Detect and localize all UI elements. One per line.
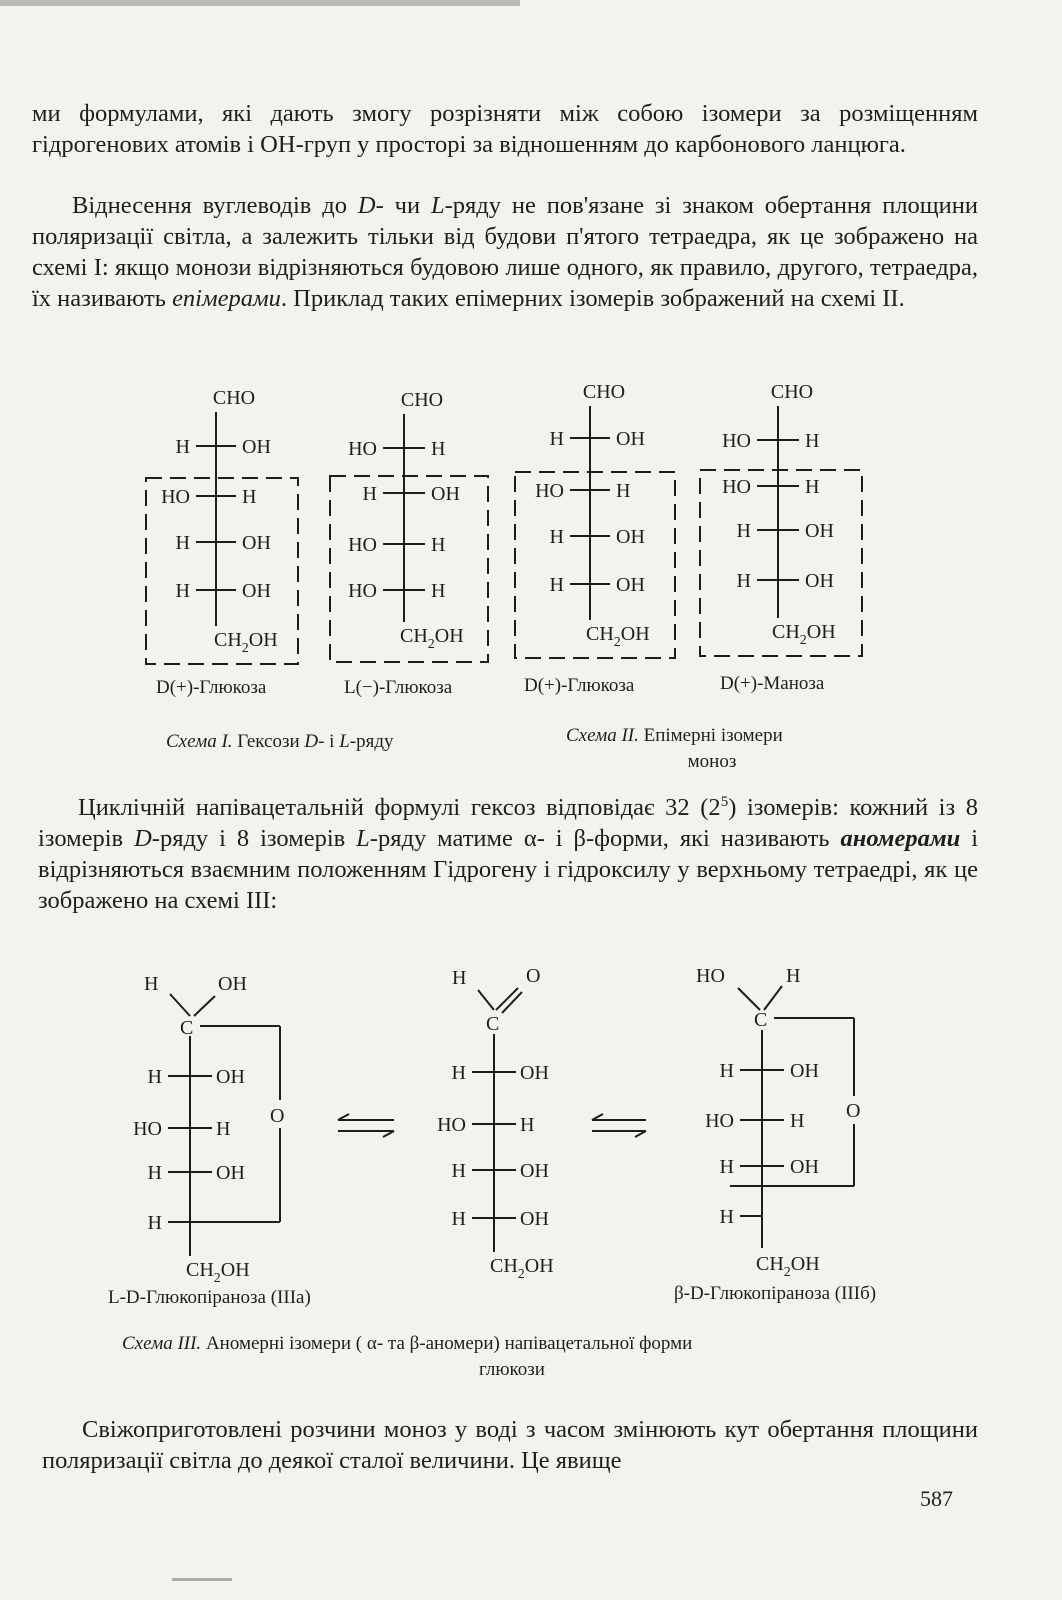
bottom-scan-mark — [172, 1578, 232, 1581]
s4-r3-right: OH — [805, 520, 834, 542]
s3m-r4-right: OH — [520, 1208, 549, 1230]
s3a-r1-left: H — [147, 1066, 162, 1088]
scheme3-caption-line2: глюкози — [479, 1359, 545, 1380]
s3b-ch2oh: $CH_2OH$ — [756, 1253, 820, 1280]
s1-r3-left: H — [175, 532, 190, 554]
paragraph-2: Віднесення вуглеводів до D- чи L-ряду не пов'язане зі знаком обертання площини поляризації світла, а залежить тільки від будови п'ятого тетраедра, як це зображено на схемі І: якщо монози відрізняються будовою лише одного, як правило, другого, тетраедра, їх називають епімерами. Приклад таких епімерних ізомерів зображений на схемі ІІ. — [32, 192, 979, 312]
s2-r2-left: H — [362, 483, 377, 505]
s3-r3-right: OH — [616, 526, 645, 548]
s4-r4-right: OH — [805, 570, 834, 592]
s3b-c: C — [754, 1009, 768, 1031]
page-number: 587 — [920, 1486, 953, 1511]
s3m-r3-right: OH — [520, 1160, 549, 1182]
paragraph-1: ми формулами, які дають змогу розрізняти між собою ізомери за розміщенням гідрогенових атомів і ОН-груп у просторі за відношенням до карбонового ланцюга. — [32, 100, 978, 158]
s3a-r2-left: HO — [133, 1118, 162, 1140]
s3m-top-h: H — [452, 967, 467, 989]
s2-r1-left: HO — [348, 438, 377, 460]
s4-r3-left: H — [736, 520, 751, 542]
s3m-r2-right: H — [520, 1114, 535, 1136]
paragraph-3: Циклічній напівацетальній формулі гексоз відповідає 32 $(2^5)$ ізомерів: кожний із 8 ізомерів D-ряду і 8 ізомерів L-ряду матиме α- і β-форми, які називають аномерами і відрізняються взаємним положенням Гідрогену і гідроксилу у верхньому тетраедрі, як це зображено на схемі III: — [38, 794, 979, 915]
s3a-r1-right: OH — [216, 1066, 245, 1088]
s3-r2-left: HO — [535, 480, 564, 502]
s1-r1-right: OH — [242, 436, 271, 458]
s3m-top-o: O — [526, 965, 541, 987]
s1-r2-left: HO — [161, 486, 190, 508]
s3b-r2-right: H — [790, 1110, 805, 1132]
s3m-r2-left: HO — [437, 1114, 466, 1136]
s3b-r4-left: H — [719, 1206, 734, 1228]
s3m-r3-left: H — [451, 1160, 466, 1182]
s2-r4-left: HO — [348, 580, 377, 602]
s4-r1-right: H — [805, 430, 820, 452]
s4-r2-left: HO — [722, 476, 751, 498]
s3a-r3-right: OH — [216, 1162, 245, 1184]
s4-r4-left: H — [736, 570, 751, 592]
s3m-r4-left: H — [451, 1208, 466, 1230]
s3-r2-right: H — [616, 480, 631, 502]
s3-r4-right: OH — [616, 574, 645, 596]
s3-r3-left: H — [549, 526, 564, 548]
s1-r4-left: H — [175, 580, 190, 602]
s2-r3-left: HO — [348, 534, 377, 556]
s3b-top-h: H — [786, 965, 801, 987]
s2-r4-right: H — [431, 580, 446, 602]
s3b-r1-right: OH — [790, 1060, 819, 1082]
s3b-r1-left: H — [719, 1060, 734, 1082]
s3a-r2-right: H — [216, 1118, 231, 1140]
s3a-r3-left: H — [147, 1162, 162, 1184]
s1-r2-right: H — [242, 486, 257, 508]
s2-r2-right: OH — [431, 483, 460, 505]
s3-r1-left: H — [549, 428, 564, 450]
s3m-c: C — [486, 1013, 500, 1035]
s3-ch2oh: $CH_2OH$ — [586, 623, 650, 650]
s3a-top-oh: OH — [218, 973, 247, 995]
s3m-r1-left: H — [451, 1062, 466, 1084]
s3a-top-h: H — [144, 973, 159, 995]
s3-name: D(+)-Глюкоза — [524, 675, 635, 696]
s3b-top-ho: HO — [696, 965, 725, 987]
s3a-ch2oh: $CH_2OH$ — [186, 1259, 250, 1286]
scheme1-caption: Схема І. Гексози D- і L-ряду — [166, 731, 394, 752]
s3-r4-left: H — [549, 574, 564, 596]
s3-r1-right: OH — [616, 428, 645, 450]
s3a-r4-left: H — [147, 1212, 162, 1234]
paragraph-4: Свіжоприготовлені розчини моноз у воді з часом змінюють кут обертання площини поляризації світла до деякої сталої величини. Це явище — [42, 1416, 978, 1474]
s4-ch2oh: $CH_2OH$ — [772, 621, 836, 648]
s3-cho: CHO — [582, 381, 626, 403]
s3m-r1-right: OH — [520, 1062, 549, 1084]
s2-r3-right: H — [431, 534, 446, 556]
s1-name: D(+)-Глюкоза — [156, 677, 267, 698]
s2-ch2oh: $CH_2OH$ — [400, 625, 464, 652]
s1-r3-right: OH — [242, 532, 271, 554]
s1-r1-left: H — [175, 436, 190, 458]
scheme2-caption: Схема II. Епімерні ізомери — [566, 725, 783, 746]
s2-cho: CHO — [400, 389, 444, 411]
s3a-c: C — [180, 1017, 194, 1039]
s3b-r3-left: H — [719, 1156, 734, 1178]
s1-r4-right: OH — [242, 580, 271, 602]
s3a-ring-o: O — [270, 1105, 285, 1127]
s4-cho: CHO — [770, 381, 814, 403]
scheme2-caption-line2: моноз — [687, 751, 737, 772]
s1-ch2oh: $CH_2OH$ — [214, 629, 278, 656]
s4-name: D(+)-Маноза — [720, 673, 825, 694]
s3b-ring-o: O — [846, 1100, 861, 1122]
s3b-r2-left: HO — [705, 1110, 734, 1132]
schemes-1-2-figure — [0, 0, 1062, 780]
s3m-ch2oh: $CH_2OH$ — [490, 1255, 554, 1282]
s4-r1-left: HO — [722, 430, 751, 452]
s4-r2-right: H — [805, 476, 820, 498]
s1-cho: CHO — [212, 387, 256, 409]
scheme3-caption: Схема III. Аномерні ізомери ( α- та β-аномери) напівацетальної форми — [122, 1333, 693, 1354]
s3a-name: L-D-Глюкопіраноза (IIIа) — [108, 1287, 311, 1308]
s2-r1-right: H — [431, 438, 446, 460]
s3b-r3-right: OH — [790, 1156, 819, 1178]
s3b-name: β-D-Глюкопіраноза (IIIб) — [674, 1283, 877, 1304]
s2-name: L(−)-Глюкоза — [344, 677, 453, 698]
